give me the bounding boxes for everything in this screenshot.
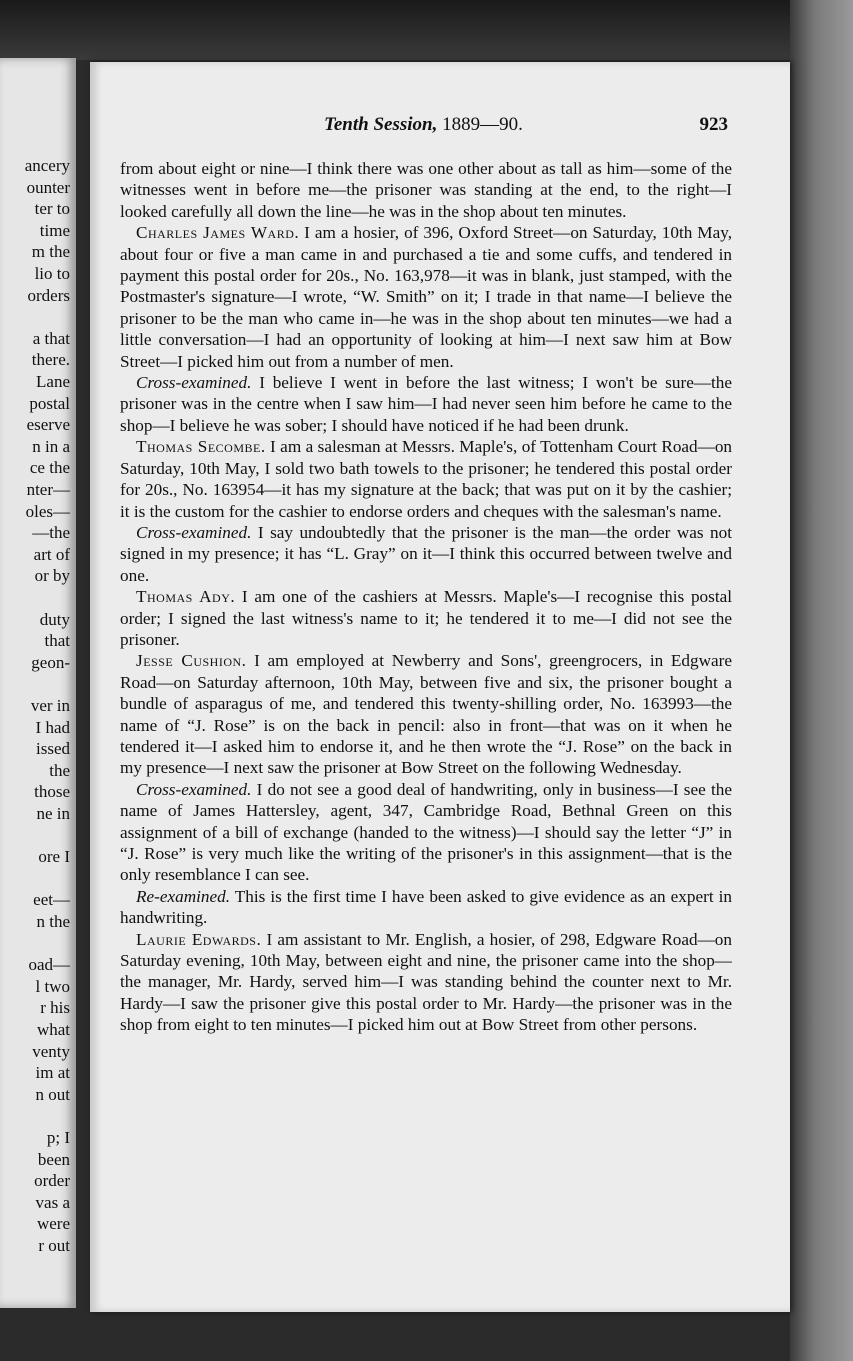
testimony-paragraph [120, 929, 732, 1036]
left-page-fragment: eserve [26, 415, 70, 435]
paragraph-text: I do not see a good deal of handwriting, only in business—I see the name of James Hattersley, agent, 347, Cambridge Road, Bethnal Green on this assignment of a bill of exchange (handed to the witness)—I should say the letter “J” in “J. Rose” is very much like the writing of the prisoner's in this assignment—that is the only resemblance I can see. [120, 779, 733, 885]
left-page-fragment: postal [29, 393, 70, 413]
left-page-fragment: been [37, 1149, 70, 1169]
left-page-fragment: Lane [36, 372, 70, 391]
witness-name: Thomas Secombe. [136, 437, 266, 457]
left-page-fragment: ounter [26, 177, 70, 197]
testimony-paragraph [120, 222, 732, 372]
left-page-fragment: p; I [46, 1128, 70, 1147]
testimony-paragraph [120, 779, 732, 886]
left-facing-page [0, 58, 76, 1308]
left-page-fragment: im at [35, 1063, 70, 1083]
session-label: Tenth Session, [324, 114, 438, 135]
paragraph-text: from about eight or nine—I think there was one other about as tall as him—some of the witnesses went in before me—the prisoner was standing at the end, to the right—I looked carefully all down the line—he was in the shop about ten minutes. [120, 159, 732, 221]
scan-right-edge [790, 0, 853, 1361]
paragraph-text: I say undoubtedly that the prisoner is the man—the order was not signed in my presence; it has “L. Gray” on it—I think this occurred between twelve and one. [120, 522, 732, 585]
session-years: 1889—90. [442, 114, 523, 135]
left-page-fragment: —the [32, 523, 70, 543]
witness-name: Laurie Edwards. [136, 929, 262, 949]
left-page-fragment: ancery [24, 156, 70, 175]
left-page-fragment: geon- [31, 652, 70, 672]
left-page-fragment: n in a [32, 436, 70, 456]
testimony-paragraph [120, 522, 732, 586]
left-page-fragment: orders [27, 285, 70, 305]
left-page-fragment: eet— [33, 890, 70, 910]
left-page-fragment: ce the [29, 458, 70, 478]
paragraph-text: I am one of the cashiers at Messrs. Maple's—I recognise this postal order; I signed the last witness's name to it; he tendered it to me—I did not see the prisoner. [120, 587, 732, 649]
left-page-fragment: the [49, 760, 70, 780]
left-page-fragment: that [44, 631, 70, 651]
left-page-fragment: vas a [35, 1192, 70, 1212]
running-header [90, 114, 790, 140]
examination-label: Re-examined. [136, 886, 231, 906]
testimony-paragraph [120, 372, 732, 436]
left-page-fragment: ore I [38, 847, 70, 867]
left-page-fragment: what [36, 1020, 70, 1039]
testimony-paragraph [120, 886, 732, 929]
left-page-fragment: venty [32, 1041, 70, 1061]
left-page-fragment: r his [40, 998, 70, 1018]
left-page-fragment: lio to [34, 264, 70, 283]
left-page-fragment: order [34, 1171, 70, 1191]
paragraph-text: I am assistant to Mr. English, a hosier, of 298, Edgware Road—on Saturday evening, 10th May, between eight and nine, the prisoner came into the shop—the manager, Mr. Hardy, served him—I was standing behind the counter next to Mr. Hardy—I saw the prisoner give this postal order to Mr. Hardy—the prisoner was in the shop from eight to ten minutes—I picked him out at Bow Street from other persons. [120, 929, 732, 1035]
left-page-fragment: those [34, 782, 70, 802]
body-text [120, 158, 732, 1036]
testimony-paragraph [120, 158, 732, 222]
witness-name: Thomas Ady. [136, 587, 236, 607]
left-page-fragment: a that [32, 328, 70, 348]
left-page-fragment: ter to [34, 199, 70, 219]
scan-top-edge [0, 0, 853, 60]
left-page-fragment: m the [31, 242, 70, 262]
left-page-fragment: I had [35, 717, 70, 737]
left-page-fragment: oad— [28, 955, 70, 975]
left-page-fragment: duty [39, 609, 70, 629]
witness-name: Charles James Ward. [136, 223, 300, 243]
paragraph-text: I believe I went in before the last witness; I won't be sure—the prisoner was in the centre when I saw him—I had never seen him before he came to the shop—I believe he was sober; I should have noticed if he had been drunk. [120, 373, 733, 435]
document-page [90, 62, 790, 1312]
left-page-fragment: issed [36, 739, 70, 759]
testimony-paragraph [120, 436, 732, 522]
left-page-fragment: there. [31, 350, 70, 370]
page-number: 923 [699, 114, 728, 135]
left-page-fragment: or by [34, 566, 70, 586]
left-page-fragment: nter— [26, 480, 70, 499]
left-page-fragment: n out [35, 1084, 70, 1104]
left-page-fragment: time [39, 220, 70, 240]
examination-label: Cross-examined. [136, 522, 252, 542]
left-page-fragment: l two [35, 976, 70, 996]
left-page-fragment: art of [33, 544, 70, 564]
testimony-paragraph [120, 650, 732, 778]
left-page-fragment: were [36, 1214, 70, 1234]
examination-label: Cross-examined. [136, 779, 252, 799]
left-page-fragment: n the [36, 912, 70, 931]
paragraph-text: I am employed at Newberry and Sons', greengrocers, in Edgware Road—on Saturday afternoon, 10th May, between five and six, the prisoner bought a bundle of asparagus of me, and tendered this twenty-shilling order, No. 163993—the name of “J. Rose” is on the back in pencil: also in front—that was on it when he tendered it—I asked him to endorse it, and he then wrote the “J. Rose” on the back in my presence—I next saw the prisoner at Bow Street on the following Wednesday. [120, 651, 732, 778]
paragraph-text: This is the first time I have been asked to give evidence as an expert in handwriting. [120, 886, 732, 928]
left-page-fragment: oles— [25, 501, 70, 521]
paragraph-text: I am a hosier, of 396, Oxford Street—on Saturday, 10th May, about four or five a man came in and purchased a tie and some cuffs, and tendered in payment this postal order for 20s., No. 163,978—it was in blank, just stamped, with the Postmaster's signature—I wrote, “W. Smith” on it; I trade in that name—I believe the prisoner to be the man who came in—he was in the shop about ten minutes—we had a little conversation—I had an opportunity of looking at him—I next saw him at Bow Street—I picked him out from a number of men. [120, 223, 732, 371]
examination-label: Cross-examined. [136, 373, 252, 393]
header-title [324, 114, 523, 136]
witness-name: Jesse Cushion. [136, 651, 247, 671]
left-page-fragment: ne in [36, 804, 70, 823]
paragraph-text: I am a salesman at Messrs. Maple's, of Tottenham Court Road—on Saturday, 10th May, I sold two bath towels to the prisoner; he tendered this postal order for 20s., No. 163954—it has my signature at the back; that was put on it by the cashier; it is the custom for the cashier to endorse orders and cheques with the salesman's name. [120, 437, 733, 521]
left-page-fragment: r out [38, 1236, 70, 1255]
testimony-paragraph [120, 586, 732, 650]
left-page-fragment: ver in [30, 696, 70, 715]
